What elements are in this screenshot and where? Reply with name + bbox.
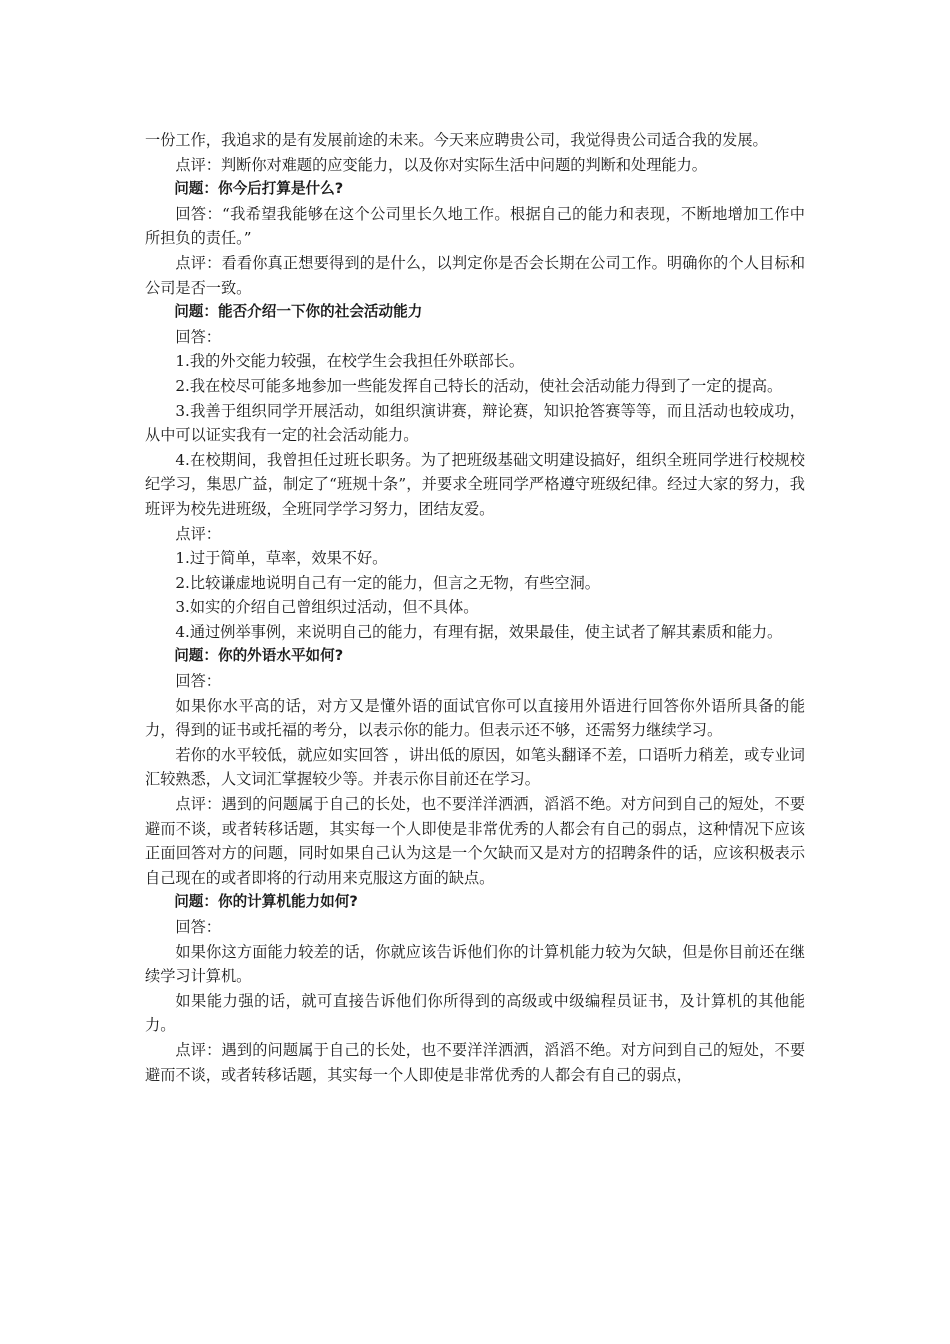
list-item: 4.在校期间，我曾担任过班长职务。为了把班级基础文明建设搞好，组织全班同学进行校规校纪学习，集思广益，制定了“班规十条”，并要求全班同学严格遵守班级纪律。经过大家的努力，我班评为校先进班级，全班同学学习努力，团结友爱。 xyxy=(145,450,805,518)
question-heading: 问题：你的外语水平如何? xyxy=(174,647,344,665)
document-body xyxy=(145,128,805,1087)
list-item: 1.过于简单，草率，效果不好。 xyxy=(175,549,388,568)
question-heading: 问题：你今后打算是什么? xyxy=(174,180,344,198)
paragraph-answer: 若你的水平较低，就应如实回答 ，讲出低的原因，如笔头翻译不差，口语听力稍差，或专业词汇较熟悉，人文词汇掌握较少等。并表示你目前还在学习。 xyxy=(145,745,805,789)
question-heading: 问题：能否介绍一下你的社会活动能力 xyxy=(174,303,423,321)
paragraph-answer-label: 回答： xyxy=(175,918,221,936)
paragraph-answer-label: 回答： xyxy=(175,327,221,346)
paragraph-comment: 点评：遇到的问题属于自己的长处，也不要洋洋洒洒，滔滔不绝。对方问到自己的短处，不要避而不谈，或者转移话题，其实每一个人即使是非常优秀的人都会有自己的弱点， xyxy=(145,1040,805,1084)
list-item: 3.如实的介绍自己曾组织过活动，但不具体。 xyxy=(175,598,479,617)
question-heading: 问题：你的计算机能力如何? xyxy=(174,893,358,911)
paragraph-answer: 如果能力强的话，就可直接告诉他们你所得到的高级或中级编程员证书，及计算机的其他能力。 xyxy=(145,991,805,1035)
paragraph-comment-label: 点评： xyxy=(175,524,221,543)
paragraph-answer: 如果你这方面能力较差的话，你就应该告诉他们你的计算机能力较为欠缺，但是你目前还在继续学习计算机。 xyxy=(145,942,805,986)
list-item: 2.比较谦虚地说明自己有一定的能力，但言之无物，有些空洞。 xyxy=(175,573,600,592)
paragraph-comment: 点评：判断你对难题的应变能力，以及你对实际生活中问题的判断和处理能力。 xyxy=(175,155,707,174)
paragraph-comment: 点评：看看你真正想要得到的是什么，以判定你是否会长期在公司工作。明确你的个人目标和公司是否一致。 xyxy=(145,253,805,297)
paragraph-answer: 如果你水平高的话，对方又是懂外语的面试官你可以直接用外语进行回答你外语所具备的能力，得到的证书或托福的考分，以表示你的能力。但表示还不够，还需努力继续学习。 xyxy=(145,696,805,740)
list-item: 4.通过例举事例，来说明自己的能力，有理有据，效果最佳，使主试者了解其素质和能力。 xyxy=(175,622,783,641)
list-item: 2.我在校尽可能多地参加一些能发挥自己特长的活动，使社会活动能力得到了一定的提高。 xyxy=(175,376,783,395)
paragraph-answer: 回答：“我希望我能够在这个公司里长久地工作。根据自己的能力和表现，不断地增加工作中所担负的责任。” xyxy=(145,204,805,248)
paragraph-answer-label: 回答： xyxy=(175,672,221,691)
paragraph-comment: 点评：遇到的问题属于自己的长处，也不要洋洋洒洒，滔滔不绝。对方问到自己的短处，不要避而不谈，或者转移话题，其实每一个人即使是非常优秀的人都会有自己的弱点，这种情况下应该正面回答对方的问题，同时如果自己认为这是一个欠缺而又是对方的招聘条件的话，应该积极表示自己现在的或者即将的行动用来克服这方面的缺点。 xyxy=(145,795,805,887)
list-item: 3.我善于组织同学开展活动，如组织演讲赛，辩论赛，知识抢答赛等等，而且活动也较成功，从中可以证实我有一定的社会活动能力。 xyxy=(145,401,805,445)
paragraph-continuation: 一份工作，我追求的是有发展前途的未来。今天来应聘贵公司，我觉得贵公司适合我的发展。 xyxy=(145,131,768,149)
list-item: 1.我的外交能力较强，在校学生会我担任外联部长。 xyxy=(175,352,525,371)
